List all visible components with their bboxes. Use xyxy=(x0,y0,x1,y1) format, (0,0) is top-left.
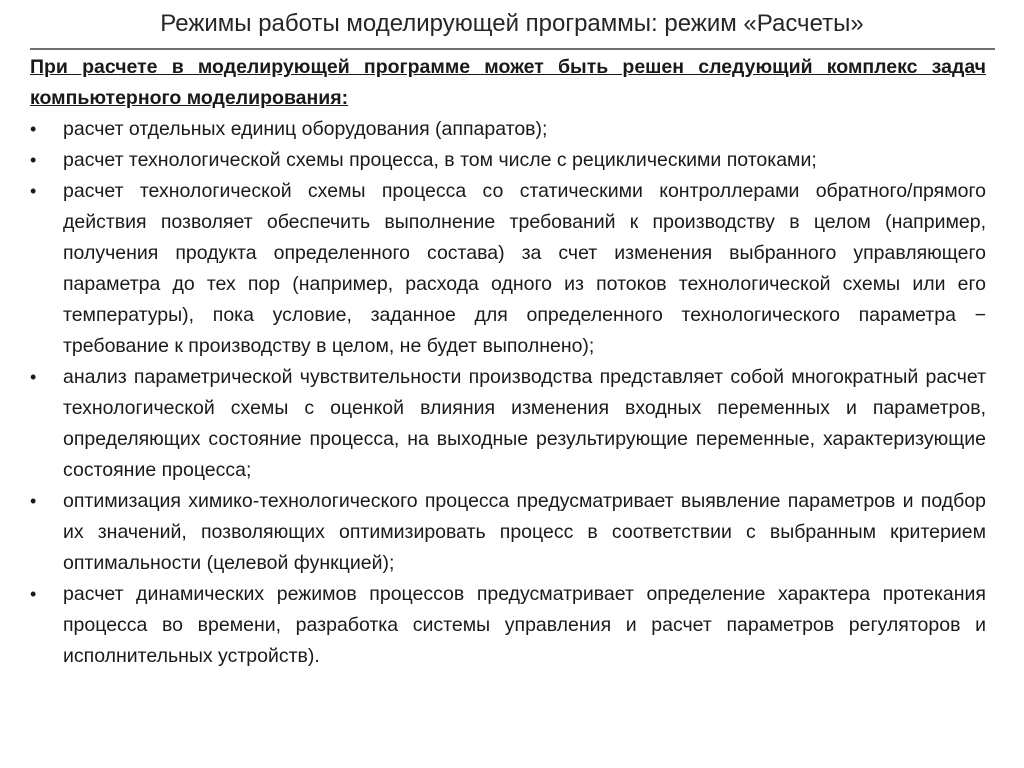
list-item-text: расчет отдельных единиц оборудования (аппаратов); xyxy=(63,118,548,140)
list-item xyxy=(30,145,986,176)
list-item xyxy=(30,486,986,579)
list-item-text: расчет динамических режимов процессов предусматривает определение характера протекания процесса во времени, разработка системы управления и расчет параметров регуляторов и исполнительных устройств). xyxy=(63,583,986,667)
list-item xyxy=(30,579,986,672)
list-item-text: расчет технологической схемы процесса со статическими контроллерами обратного/прямого действия позволяет обеспечить выполнение требований к производству в целом (например, получения продукта определенного состава) за счет изменения выбранного управляющего параметра до тех пор (например, расхода одного из потоков технологической схемы или его температуры), пока условие, заданное для определенного технологического параметра − требование к производству в целом, не будет выполнено); xyxy=(63,180,986,357)
list-item-text: оптимизация химико-технологического процесса предусматривает выявление параметров и подбор их значений, позволяющих оптимизировать процесс в соответствии с выбранным критерием оптимальности (целевой функцией); xyxy=(63,490,986,574)
intro-paragraph: При расчете в моделирующей программе может быть решен следующий комплекс задач компьютерного моделирования: xyxy=(30,56,986,109)
list-item xyxy=(30,362,986,486)
bullet-icon: • xyxy=(30,119,37,139)
list-item xyxy=(30,114,986,145)
list-item-text: расчет технологической схемы процесса, в том числе с рециклическими потоками; xyxy=(63,149,817,171)
bullet-icon: • xyxy=(30,181,37,201)
bullet-icon: • xyxy=(30,367,37,387)
bullet-icon: • xyxy=(30,150,37,170)
bullet-icon: • xyxy=(30,491,37,511)
list-item-text: анализ параметрической чувствительности производства представляет собой многократный расчет технологической схемы с оценкой влияния изменения входных переменных и параметров, определяющих состояние процесса, на выходные результирующие переменные, характеризующие состояние процесса; xyxy=(63,366,986,481)
bullet-icon: • xyxy=(30,584,37,604)
slide-title: Режимы работы моделирующей программы: режим «Расчеты» xyxy=(160,10,864,37)
title-divider xyxy=(30,48,995,50)
task-list xyxy=(30,114,986,672)
slide-body xyxy=(30,52,986,672)
list-item xyxy=(30,176,986,362)
